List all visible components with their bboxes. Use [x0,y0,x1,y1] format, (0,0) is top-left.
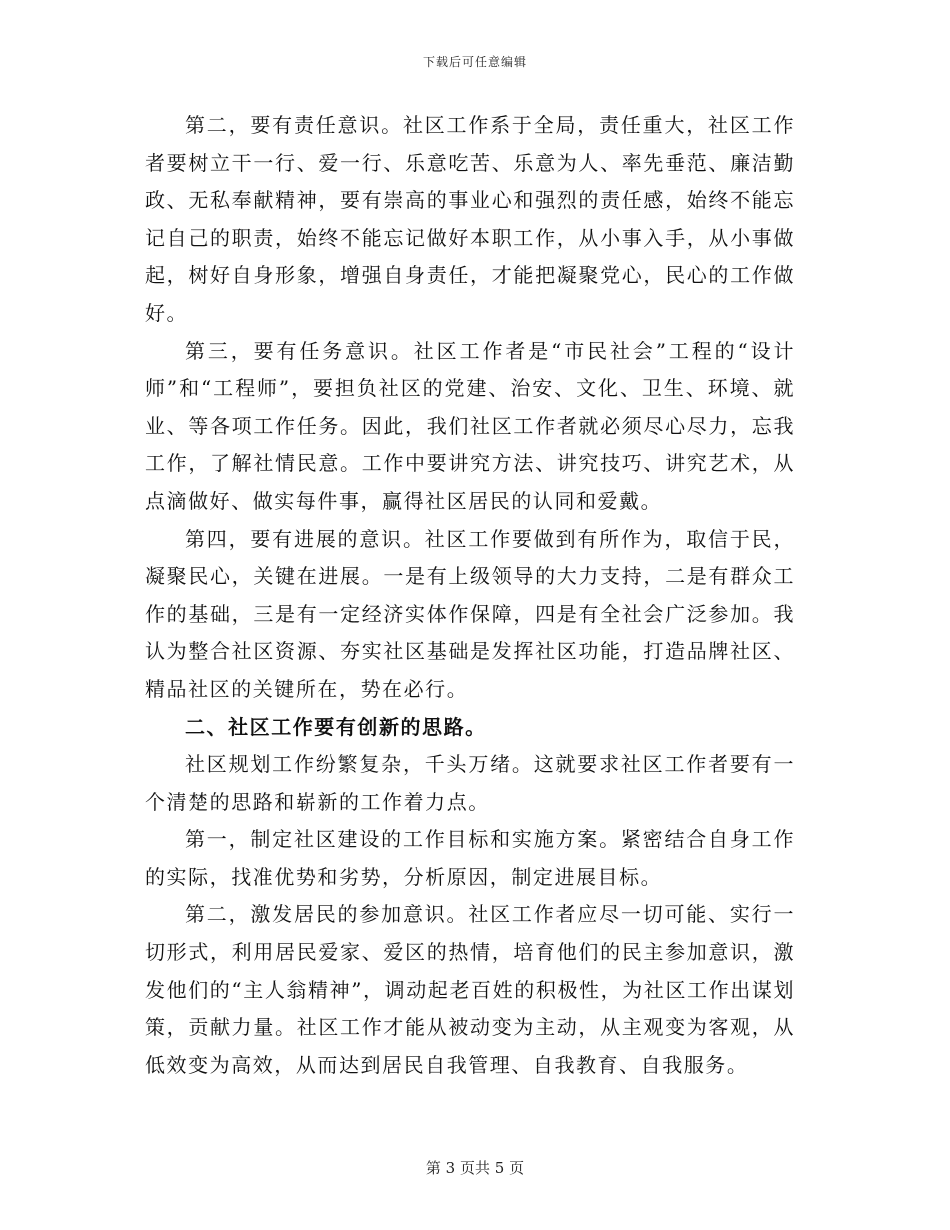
paragraph-task: 第三，要有任务意识。社区工作者是“市民社会”工程的“设计师”和“工程师”，要担负社区的党建、治安、文化、卫生、环境、就业、等各项工作任务。因此，我们社区工作者就必须尽心尽力，忘我工作，了解社情民意。工作中要讲究方法、讲究技巧、讲究艺术，从点滴做好、做实每件事，赢得社区居民的认同和爱戴。 [145,338,795,513]
paragraph-intro: 社区规划工作纷繁复杂，千头万绪。这就要求社区工作者要有一个清楚的思路和崭新的工作着力点。 [145,752,795,814]
page-number: 第 3 页共 5 页 [425,1159,525,1177]
paragraph-goals: 第一，制定社区建设的工作目标和实施方案。紧密结合自身工作的实际，找准优势和劣势，分析原因，制定进展目标。 [145,827,795,889]
paragraph-participation: 第二，激发居民的参加意识。社区工作者应尽一切可能、实行一切形式，利用居民爱家、爱区的热情，培育他们的民主参加意识，激发他们的“主人翁精神”，调动起老百姓的积极性，为社区工作出谋划策，贡献力量。社区工作才能从被动变为主动，从主观变为客观，从低效变为高效，从而达到居民自我管理、自我教育、自我服务。 [145,902,795,1077]
document-body [145,107,795,1084]
section-heading: 二、社区工作要有创新的思路。 [185,714,487,739]
page-header: 下载后可任意编辑 [422,55,527,69]
paragraph-progress: 第四，要有进展的意识。社区工作要做到有所作为，取信于民，凝聚民心，关键在进展。一是有上级领导的大力支持，二是有群众工作的基础，三是有一定经济实体作保障，四是有全社会广泛参加。我认为整合社区资源、夯实社区基础是发挥社区功能，打造品牌社区、精品社区的关键所在，势在必行。 [145,526,795,701]
paragraph-responsibility: 第二，要有责任意识。社区工作系于全局，责任重大，社区工作者要树立干一行、爱一行、乐意吃苦、乐意为人、率先垂范、廉洁勤政、无私奉献精神，要有崇高的事业心和强烈的责任感，始终不能忘记自己的职责，始终不能忘记做好本职工作，从小事入手，从小事做起，树好自身形象，增强自身责任，才能把凝聚党心，民心的工作做好。 [145,113,795,325]
